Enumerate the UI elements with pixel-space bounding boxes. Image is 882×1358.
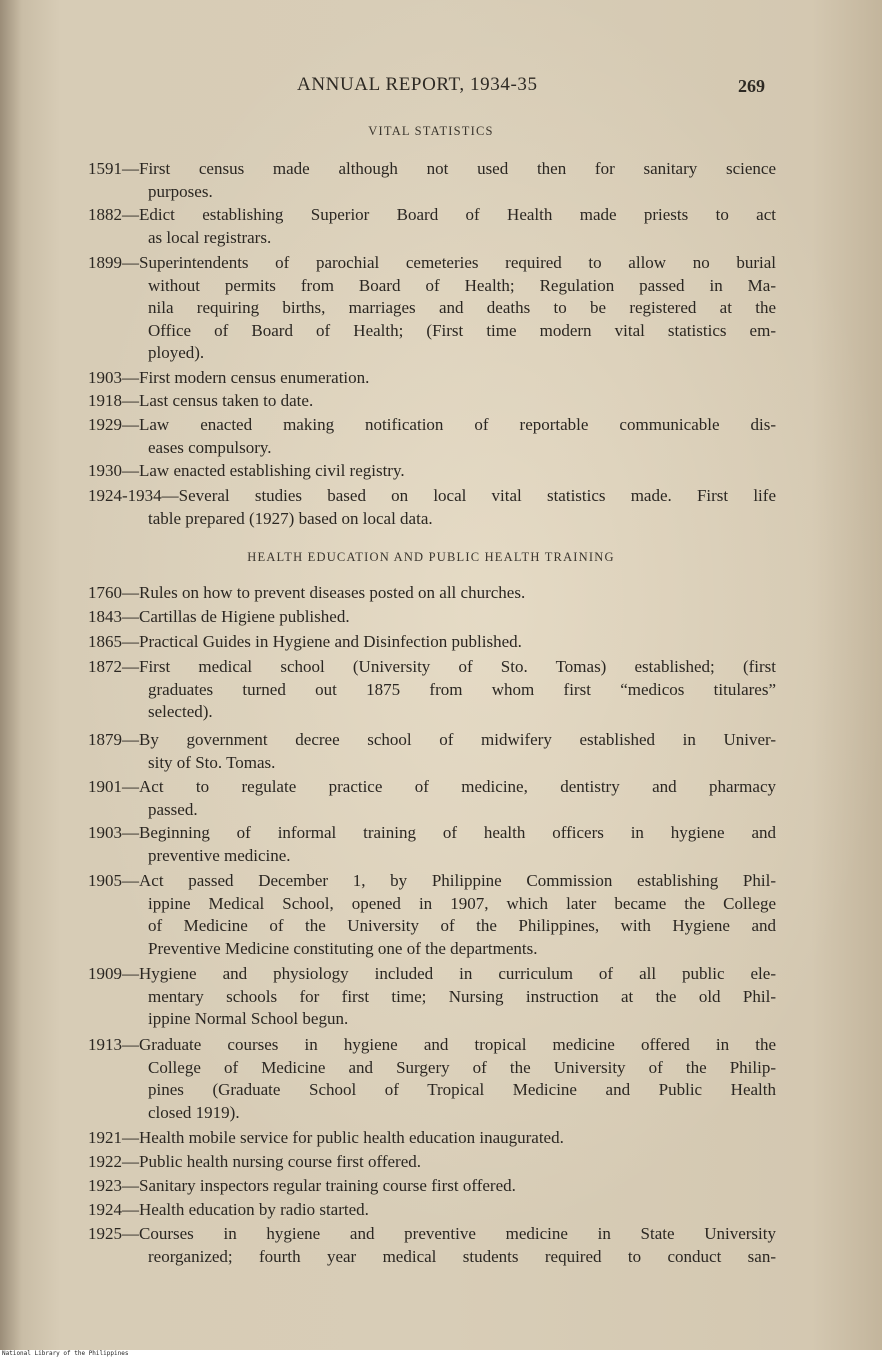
running-head: ANNUAL REPORT, 1934-35: [297, 74, 538, 95]
entry-line: 1924—Health education by radio started.: [88, 1200, 369, 1219]
entry-1918: [88, 390, 776, 413]
entry-line: without permits from Board of Health; Regulation passed in Ma-: [148, 275, 776, 295]
entry-line: 1901—Act to regulate practice of medicine, dentistry and pharmacy: [88, 777, 776, 796]
entry-1901: [88, 776, 776, 821]
entry-1872: [88, 656, 776, 724]
entry-line: ployed).: [148, 343, 205, 362]
entry-line: nila requiring births, marriages and deaths to be registered at the: [148, 298, 776, 317]
entry-1924: [88, 1199, 776, 1222]
entry-1903: [88, 367, 776, 390]
entry-line: 1921—Health mobile service for public health education inaugurated.: [88, 1128, 564, 1147]
entry-1903-training: [88, 822, 776, 867]
entry-line: selected).: [148, 702, 213, 721]
entry-1905: [88, 870, 776, 960]
entry-1882: [88, 204, 776, 249]
entry-line: pines (Graduate School of Tropical Medicine and Public Health: [148, 1080, 776, 1099]
section-title-health-education: HEALTH EDUCATION AND PUBLIC HEALTH TRAINING: [247, 550, 615, 564]
entry-1899: [88, 252, 776, 365]
entry-line: Office of Board of Health; (First time modern vital statistics em-: [148, 320, 776, 340]
entry-line: 1903—Beginning of informal training of health officers in hygiene and: [88, 823, 776, 842]
entry-1760: [88, 582, 776, 605]
section-title-vital-statistics: VITAL STATISTICS: [368, 124, 494, 138]
entry-line: 1925—Courses in hygiene and preventive medicine in State University: [88, 1224, 776, 1243]
entry-line: ippine Medical School, opened in 1907, which later became the College: [148, 893, 776, 913]
entry-line: passed.: [148, 799, 198, 819]
page-number: 269: [738, 76, 765, 96]
footer-strip: [0, 1350, 882, 1358]
entry-line: of Medicine of the University of the Philippines, with Hygiene and: [148, 916, 776, 935]
entry-line: reorganized; fourth year medical students required to conduct san-: [148, 1246, 776, 1266]
entry-line: 1918—Last census taken to date.: [88, 391, 314, 410]
entry-line: 1843—Cartillas de Higiene published.: [88, 607, 350, 626]
entry-line: Preventive Medicine constituting one of the departments.: [148, 938, 538, 958]
page-header: [0, 74, 882, 104]
entry-line: preventive medicine.: [148, 845, 291, 865]
entry-line: purposes.: [148, 181, 213, 201]
entry-1929: [88, 414, 776, 459]
entry-line: 1929—Law enacted making notification of reportable communicable dis-: [88, 415, 776, 434]
entry-line: closed 1919).: [148, 1102, 240, 1122]
entry-line: ippine Normal School begun.: [148, 1009, 349, 1028]
entry-line: 1760—Rules on how to prevent diseases posted on all churches.: [88, 583, 526, 602]
entry-1921: [88, 1127, 776, 1150]
entry-1909: [88, 963, 776, 1031]
entry-line: 1913—Graduate courses in hygiene and tropical medicine offered in the: [88, 1035, 776, 1054]
entry-line: 1903—First modern census enumeration.: [88, 368, 370, 387]
entry-line: 1905—Act passed December 1, by Philippine Commission establishing Phil-: [88, 871, 776, 890]
entry-1591: [88, 158, 776, 203]
entry-line: 1865—Practical Guides in Hygiene and Disinfection published.: [88, 632, 522, 651]
entry-1843: [88, 606, 776, 629]
entry-line: 1872—First medical school (University of Sto. Tomas) established; (first: [88, 657, 776, 676]
entry-line: 1591—First census made although not used then for sanitary science: [88, 159, 776, 178]
entry-line: sity of Sto. Tomas.: [148, 752, 276, 772]
entry-1865: [88, 631, 776, 654]
entry-line: College of Medicine and Surgery of the University of the Philip-: [148, 1057, 776, 1077]
entry-1923: [88, 1175, 776, 1198]
entry-line: graduates turned out 1875 from whom first “medicos titulares”: [148, 679, 776, 699]
entry-line: 1924-1934—Several studies based on local vital statistics made. First life: [88, 486, 776, 505]
entry-line: 1922—Public health nursing course first offered.: [88, 1152, 422, 1171]
entry-line: mentary schools for first time; Nursing instruction at the old Phil-: [148, 986, 776, 1006]
entry-1930: [88, 460, 776, 483]
entry-line: 1930—Law enacted establishing civil registry.: [88, 461, 405, 480]
entry-line: as local registrars.: [148, 227, 272, 247]
entry-1924-1934: [88, 485, 776, 530]
entry-line: 1923—Sanitary inspectors regular training course first offered.: [88, 1176, 516, 1195]
entry-line: eases compulsory.: [148, 437, 272, 457]
entry-line: 1909—Hygiene and physiology included in curriculum of all public ele-: [88, 964, 776, 983]
entry-line: 1899—Superintendents of parochial cemeteries required to allow no burial: [88, 253, 776, 272]
entry-1925: [88, 1223, 776, 1268]
library-credit: National Library of the Philippines: [2, 1350, 129, 1357]
entry-line: 1879—By government decree school of midwifery established in Univer-: [88, 730, 776, 749]
entry-1879: [88, 729, 776, 774]
entry-1922: [88, 1151, 776, 1174]
entry-1913: [88, 1034, 776, 1124]
entry-line: table prepared (1927) based on local data.: [148, 508, 433, 528]
entry-line: 1882—Edict establishing Superior Board of Health made priests to act: [88, 205, 776, 224]
